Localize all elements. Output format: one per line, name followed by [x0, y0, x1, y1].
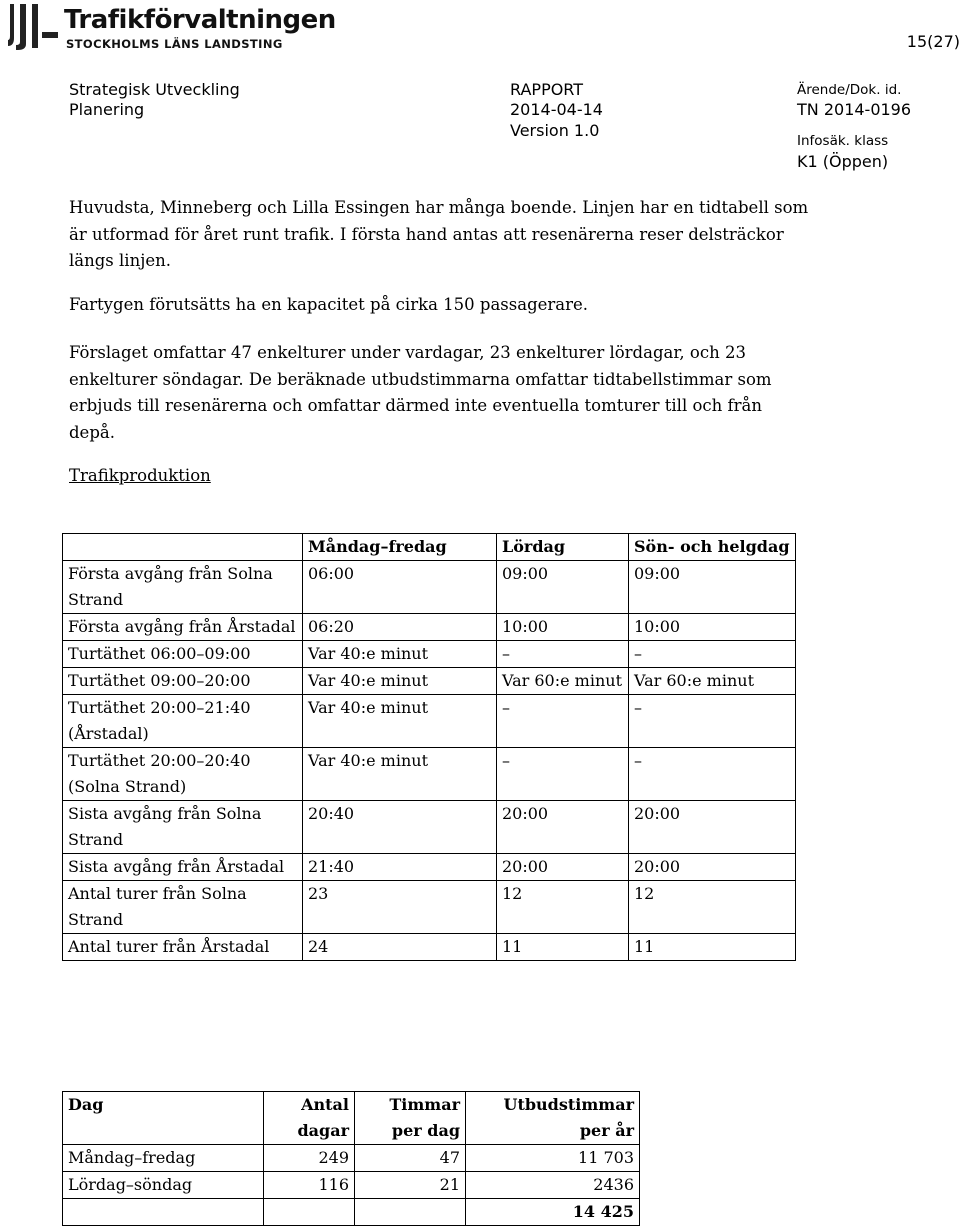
header-section: Planering: [69, 100, 145, 119]
table-cell: –: [497, 641, 629, 668]
table-cell: 21: [355, 1172, 466, 1199]
logo-mark-icon: [4, 2, 60, 52]
trafikforvaltningen-logo: [4, 2, 336, 54]
paragraph-capacity: Fartygen förutsätts ha en kapacitet på cirka 150 passagerare.: [69, 295, 589, 314]
table-cell: 20:00: [629, 854, 796, 881]
table-row: [63, 561, 796, 614]
table-cell: 21:40: [303, 854, 497, 881]
paragraph-route-description: Huvudsta, Minneberg och Lilla Essingen har många boende. Linjen har en tidtabell som är utformad för året runt trafik. I första hand antas att resenärerna reser delsträckor längs linjen.: [69, 198, 809, 270]
header-arende-label: Ärende/Dok. id.: [797, 82, 902, 98]
table-cell: 20:00: [629, 801, 796, 854]
table-cell: 23: [303, 881, 497, 934]
table-cell: Turtäthet 06:00–09:00: [63, 641, 303, 668]
table-cell: 24: [303, 934, 497, 961]
total-hours: 14 425: [466, 1199, 640, 1226]
table-cell: 06:20: [303, 614, 497, 641]
header-version: Version 1.0: [510, 121, 600, 140]
table-row: [63, 854, 796, 881]
header-department: Strategisk Utveckling: [69, 80, 240, 99]
table-cell: Första avgång från Solna Strand: [63, 561, 303, 614]
hours-header-row: [63, 1092, 640, 1145]
table-row: [63, 1145, 640, 1172]
table-cell: 11: [629, 934, 796, 961]
page-number: 15(27): [906, 32, 960, 51]
table-cell: Antal turer från Årstadal: [63, 934, 303, 961]
table-row: [63, 881, 796, 934]
table-cell: 12: [497, 881, 629, 934]
paragraph-proposal: Förslaget omfattar 47 enkelturer under vardagar, 23 enkelturer lördagar, och 23 enkelturer söndagar. De beräknade utbudstimmarna omfattar tidtabellstimmar som erbjuds till resenärerna och omfattar därmed inte eventuella tomturer till och från depå.: [69, 343, 772, 442]
table-cell: Turtäthet 20:00–20:40 (Solna Strand): [63, 748, 303, 801]
table-cell: –: [629, 641, 796, 668]
header-infosak-label: Infosäk. klass: [797, 133, 889, 149]
schedule-header-cell: Måndag–fredag: [303, 534, 497, 561]
schedule-header-cell: Sön- och helgdag: [629, 534, 796, 561]
logo-subtitle: STOCKHOLMS LÄNS LANDSTING: [66, 37, 283, 51]
table-cell: Var 60:e minut: [497, 668, 629, 695]
table-cell: 20:40: [303, 801, 497, 854]
table-cell: Antal turer från Solna Strand: [63, 881, 303, 934]
total-row: [63, 1199, 640, 1226]
table-cell: 10:00: [497, 614, 629, 641]
table-cell: 09:00: [497, 561, 629, 614]
table-cell: Måndag–fredag: [63, 1145, 264, 1172]
table-cell: Sista avgång från Årstadal: [63, 854, 303, 881]
table-cell: 20:00: [497, 801, 629, 854]
logo-name: Trafikförvaltningen: [64, 5, 336, 35]
empty-cell: [355, 1199, 466, 1226]
table-row: [63, 801, 796, 854]
header-infosak-value: K1 (Öppen): [797, 152, 889, 171]
table-row: [63, 748, 796, 801]
schedule-header-cell: [63, 534, 303, 561]
table-cell: Första avgång från Årstadal: [63, 614, 303, 641]
hours-header-cell: Utbudstimmar per år: [466, 1092, 640, 1145]
header-doc-type: RAPPORT: [510, 80, 584, 99]
table-row: [63, 668, 796, 695]
schedule-header-cell: Lördag: [497, 534, 629, 561]
hours-header-cell: Timmar per dag: [355, 1092, 466, 1145]
service-hours-table: [62, 1091, 640, 1226]
table-cell: –: [497, 748, 629, 801]
section-heading: Trafikproduktion: [69, 466, 211, 485]
table-row: [63, 614, 796, 641]
table-cell: Var 60:e minut: [629, 668, 796, 695]
table-cell: –: [629, 695, 796, 748]
table-cell: –: [497, 695, 629, 748]
empty-cell: [63, 1199, 264, 1226]
table-cell: 116: [264, 1172, 355, 1199]
table-cell: Var 40:e minut: [303, 695, 497, 748]
hours-header-cell: Dag: [63, 1092, 264, 1145]
table-cell: 2436: [466, 1172, 640, 1199]
table-cell: Turtäthet 20:00–21:40 (Årstadal): [63, 695, 303, 748]
table-cell: 11 703: [466, 1145, 640, 1172]
table-cell: 20:00: [497, 854, 629, 881]
header-arende-value: TN 2014-0196: [797, 100, 912, 119]
table-cell: –: [629, 748, 796, 801]
table-cell: Lördag–söndag: [63, 1172, 264, 1199]
table-cell: 11: [497, 934, 629, 961]
table-cell: 09:00: [629, 561, 796, 614]
table-cell: Var 40:e minut: [303, 748, 497, 801]
table-cell: 47: [355, 1145, 466, 1172]
table-cell: 06:00: [303, 561, 497, 614]
table-cell: Sista avgång från Solna Strand: [63, 801, 303, 854]
header-date: 2014-04-14: [510, 100, 603, 119]
empty-cell: [264, 1199, 355, 1226]
schedule-table: [62, 533, 796, 961]
table-cell: 12: [629, 881, 796, 934]
table-row: [63, 641, 796, 668]
table-cell: Turtäthet 09:00–20:00: [63, 668, 303, 695]
table-row: [63, 1172, 640, 1199]
table-cell: 249: [264, 1145, 355, 1172]
table-cell: Var 40:e minut: [303, 641, 497, 668]
table-row: [63, 934, 796, 961]
table-cell: 10:00: [629, 614, 796, 641]
hours-header-cell: Antal dagar: [264, 1092, 355, 1145]
table-row: [63, 695, 796, 748]
schedule-header-row: [63, 534, 796, 561]
table-cell: Var 40:e minut: [303, 668, 497, 695]
